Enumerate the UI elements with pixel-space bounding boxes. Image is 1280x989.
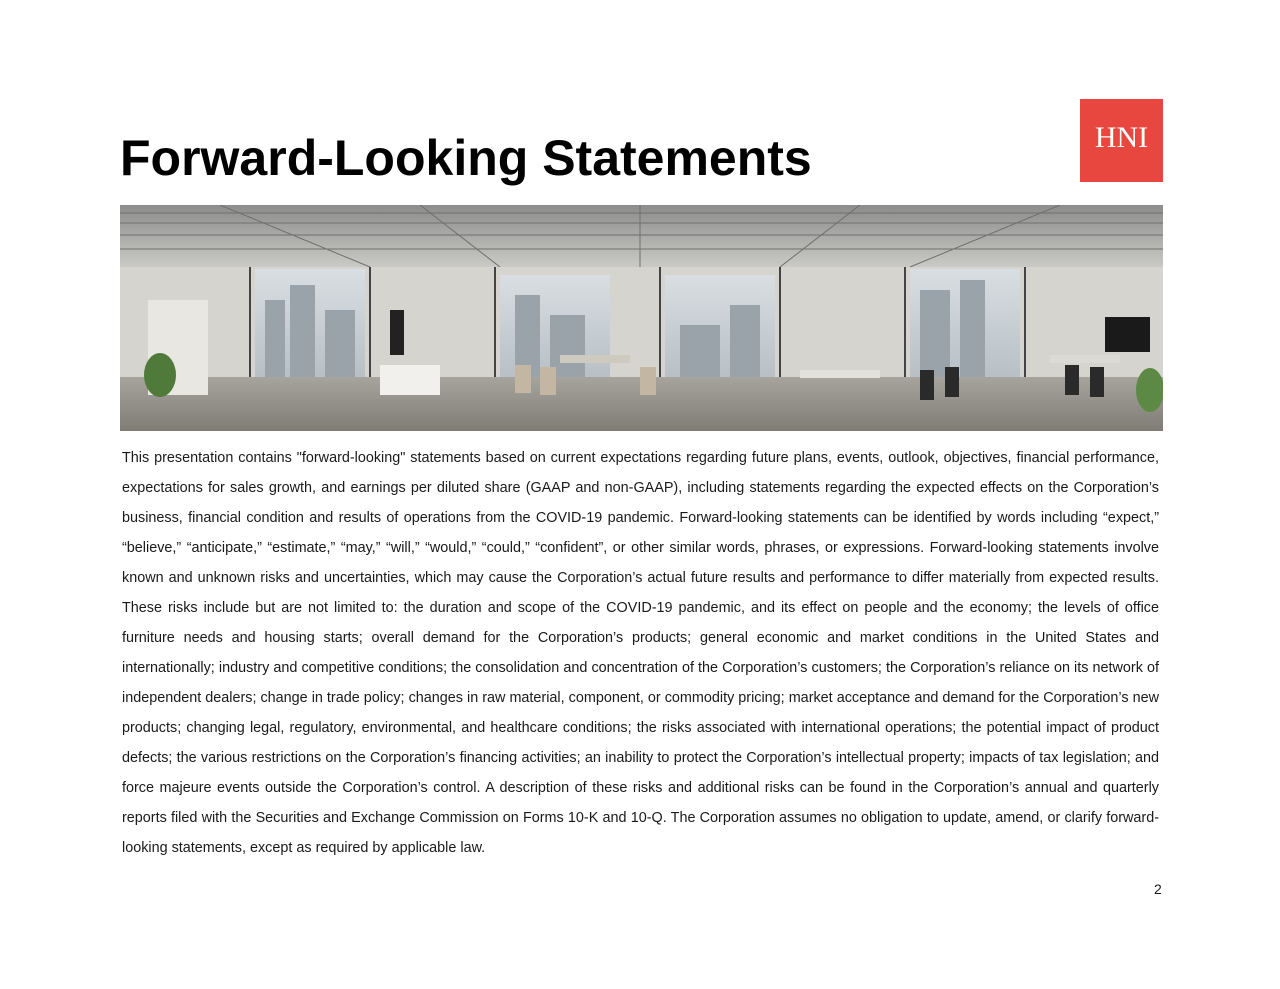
page-number: 2 — [1154, 881, 1162, 897]
disclaimer-body: This presentation contains "forward-looking" statements based on current expectations regarding future plans, events, outlook, objectives, financial performance, expectations for sales growth, and earnings per diluted share (GAAP and non-GAAP), including statements regarding the expected effects on the Corporation’s business, financial condition and results of operations from the COVID-19 pandemic. Forward-looking statements can be identified by words including “expect,” “believe,” “anticipate,” “estimate,” “may,” “will,” “would,” “could,” “confident”, or other similar words, phrases, or expressions. Forward-looking statements involve known and unknown risks and uncertainties, which may cause the Corporation’s actual future results and performance to differ materially from expected results. These risks include but are not limited to: the duration and scope of the COVID-19 pandemic, and its effect on people and the economy; the levels of office furniture needs and housing starts; overall demand for the Corporation’s products; general economic and market conditions in the United States and internationally; industry and competitive conditions; the consolidation and concentration of the Corporation’s customers; the Corporation’s reliance on its network of independent dealers; change in trade policy; changes in raw material, component, or commodity pricing; market acceptance and demand for the Corporation’s new products; changing legal, regulatory, environmental, and healthcare conditions; the risks associated with international operations; the potential impact of product defects; the various restrictions on the Corporation’s financing activities; an inability to protect the Corporation’s intellectual property; impacts of tax legislation; and force majeure events outside the Corporation’s control. A description of these risks and additional risks can be found in the Corporation’s annual and quarterly reports filed with the Securities and Exchange Commission on Forms 10-K and 10-Q. The Corporation assumes no obligation to update, amend, or clarify forward-looking statements, except as required by applicable law. — [122, 450, 1159, 856]
hni-logo — [1080, 99, 1163, 182]
logo-text: HNI — [1094, 120, 1149, 154]
office-interior-photo — [120, 205, 1163, 431]
page-title: Forward-Looking Statements — [120, 130, 812, 186]
